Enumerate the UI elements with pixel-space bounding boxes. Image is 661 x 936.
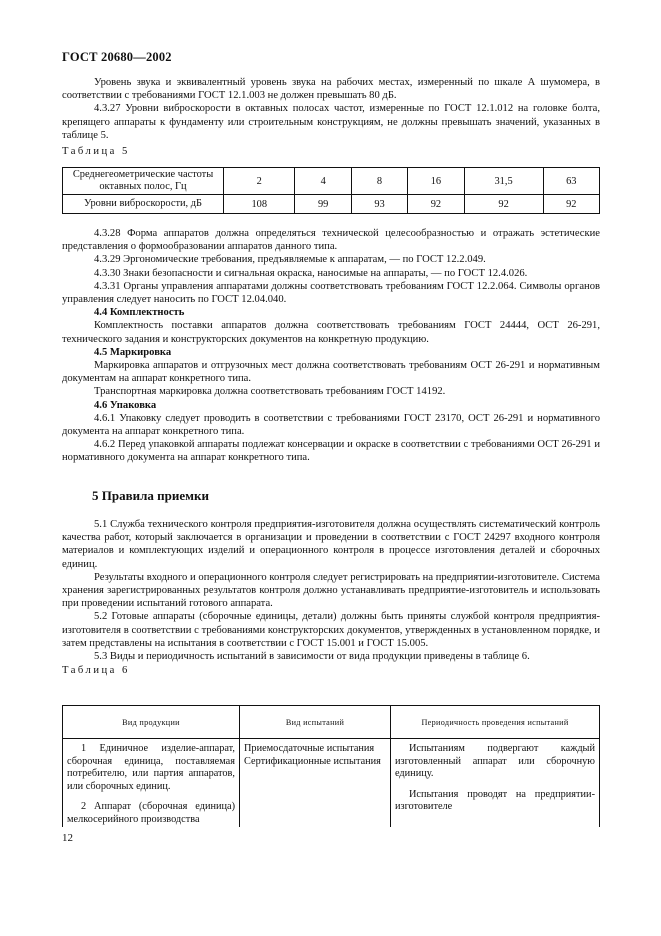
paragraph-4-5-a: Маркировка аппаратов и отгрузочных мест должна соответствовать требованиям ОСТ 26-291 и нормативным документам на аппарат конкретного типа. [62, 360, 600, 385]
paragraph-4-3-31: 4.3.31 Органы управления аппаратами должны соответствовать требованиям ГОСТ 12.2.064. Символы органов управления следует наносить по ГОСТ 12.04.040. [62, 280, 600, 306]
table-5-cell: 93 [351, 195, 407, 214]
table-5-cell: 16 [408, 168, 464, 195]
table-5-cell: 2 [224, 168, 295, 195]
table-5-cell: 31,5 [464, 168, 543, 195]
heading-4-5: 4.5 Маркировка [94, 346, 172, 358]
table-5-cell: 108 [224, 195, 295, 214]
paragraph-5-2: 5.2 Готовые аппараты (сборочные единицы, детали) должны быть приняты службой контроля предприятия-изготовителя в соответствии с требованиями конструкторских документов, утвержденных в установленном порядке, и затем представлены на испытания в соответствии с ГОСТ 15.001 и ГОСТ 15.005. [62, 611, 600, 649]
paragraph-4-3-30: 4.3.30 Знаки безопасности и сигнальная окраска, наносимые на аппараты, — по ГОСТ 12.4.026. [94, 267, 528, 279]
table-5-cell: 92 [543, 195, 599, 214]
table-6-caption: Таблица 6 [62, 665, 130, 677]
heading-4-6: 4.6 Упаковка [94, 399, 157, 411]
cell-text: 2 Аппарат (сборочная единица) мелкосерийного производства [67, 801, 235, 825]
heading-4-4: 4.4 Комплектность [94, 307, 185, 319]
cell-text: Испытаниям подвергают каждый изготовленный аппарат или сборочную единицу. [395, 743, 595, 780]
paragraph: Уровень звука и эквивалентный уровень звука на рабочих местах, измеренный по шкале А шумомера, в соответствии с требованиями ГОСТ 12.1.003 не должен превышать 80 дБ. [62, 77, 600, 102]
table-6 [62, 705, 600, 827]
cell-text: Испытания проводят на предприятии-изготовителе [395, 788, 595, 813]
paragraph-4-5-b: Транспортная маркировка должна соответствовать требованиям ГОСТ 14192. [94, 386, 446, 398]
section-5-title: 5 Правила приемки [92, 488, 209, 503]
paragraph-4-6-2: 4.6.2 Перед упаковкой аппараты подлежат консервации и окраске в соответствии с требованиями ОСТ 26-291 и нормативного документа на аппарат конкретного типа. [62, 439, 600, 464]
table-5-cell: 99 [295, 195, 351, 214]
table-5-caption: Таблица 5 [62, 146, 130, 158]
document-header: ГОСТ 20680—2002 [62, 50, 172, 64]
page-number: 12 [62, 832, 73, 844]
table-6-cell-periodicity [391, 739, 600, 828]
table-5-row-label: Уровни виброскорости, дБ [63, 195, 224, 214]
paragraph-4-3-27: 4.3.27 Уровни виброскорости в октавных полосах частот, измеренные по ГОСТ 12.1.012 на головке болта, крепящего аппараты к фундаменту или строительным конструкциям, не должны превышать значений, указанных в таблице 5. [62, 103, 600, 141]
table-6-header: Вид испытаний [240, 706, 391, 739]
table-6-cell-product [63, 739, 240, 828]
table-5-cell: 8 [351, 168, 407, 195]
table-6-header: Вид продукции [63, 706, 240, 739]
table-6-header: Периодичность проведения испытаний [391, 706, 600, 739]
paragraph-5-1: 5.1 Служба технического контроля предприятия-изготовителя должна осуществлять систематический контроль качества работ, который заключается в организации и проведении в соответствии с ГОСТ 24297 входного контроля материалов и комплектующих изделий и операционного контроля в процессе изготовления деталей и сборочных единиц. [62, 519, 600, 570]
table-5 [62, 167, 600, 214]
section-4-block [62, 227, 600, 465]
table-5-cell: 4 [295, 168, 351, 195]
table-5-cell: 63 [543, 168, 599, 195]
table-5-cell: 92 [408, 195, 464, 214]
paragraph-5-3: 5.3 Виды и периодичность испытаний в зависимости от вида продукции приведены в таблице 6. [94, 651, 530, 663]
paragraph-4-3-29: 4.3.29 Эргономические требования, предъявляемые к аппаратам, — по ГОСТ 12.2.049. [94, 254, 486, 266]
cell-text: Приемосдаточные испытания [244, 743, 375, 754]
paragraph-4-6-1: 4.6.1 Упаковку следует проводить в соответствии с требованиями ГОСТ 23170, ОСТ 26-291 и нормативного документа на аппарат конкретного типа. [62, 412, 600, 438]
paragraph-4-4: Комплектность поставки аппаратов должна соответствовать требованиям ГОСТ 24444, ОСТ 26-291, технического задания и конструкторских документов на конкретную продукцию. [62, 320, 600, 345]
intro-block [62, 76, 600, 158]
cell-text: 1 Единичное изделие-аппарат, сборочная единица, поставляемая потребителю, или партия аппаратов, или сборочных единиц. [67, 743, 235, 792]
cell-text: Сертификационные испытания [244, 755, 381, 767]
paragraph-4-3-28: 4.3.28 Форма аппаратов должна определяться технической целесообразностью и отражать эстетические представления о формообразовании аппаратов данного типа. [62, 228, 600, 253]
table-6-cell-test-type [240, 739, 391, 828]
table-5-row-label: Среднегеометрические частоты октавных полос, Гц [63, 168, 224, 195]
paragraph-5-1-b: Результаты входного и операционного контроля следует регистрировать на предприятии-изготовителе. Система хранения зарегистрированных результатов контроля должно устанавливать предприятие-изготовитель и использовать при проведении испытаний готового аппарата. [62, 571, 600, 610]
section-5-block [62, 518, 600, 677]
table-5-cell: 92 [464, 195, 543, 214]
